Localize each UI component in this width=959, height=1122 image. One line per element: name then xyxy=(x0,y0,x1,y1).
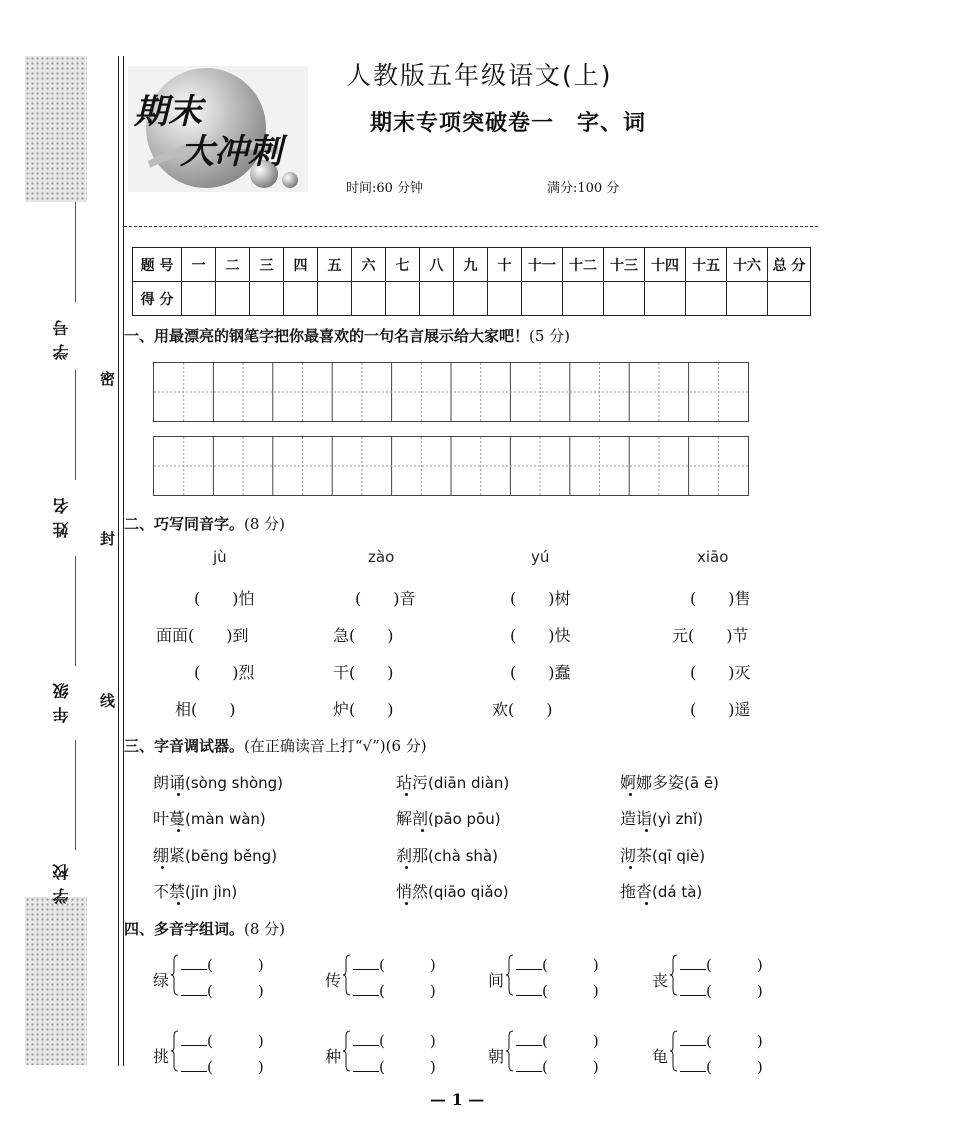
logo-text-1: 期末 xyxy=(134,92,202,132)
score-cell[interactable] xyxy=(284,282,318,316)
score-cell[interactable] xyxy=(216,282,250,316)
emphasis-dot xyxy=(161,866,164,869)
col-11: 十一 xyxy=(522,248,563,282)
seal-word-xian: 线 xyxy=(100,692,116,710)
s3-option[interactable]: 刹那(chà shà) xyxy=(396,846,498,865)
s2-item[interactable]: 炉( ) xyxy=(333,700,394,719)
brace-icon xyxy=(343,1030,351,1072)
binding-line-inner xyxy=(123,56,124,1066)
score-cell[interactable] xyxy=(352,282,386,316)
emphasis-dot xyxy=(629,866,632,869)
s3-option[interactable]: 朗诵(sòng shòng) xyxy=(153,773,284,792)
emphasis-dot xyxy=(405,793,408,796)
score-cell[interactable] xyxy=(686,282,727,316)
page-subtitle: 期末专项突破卷一 字、词 xyxy=(370,110,647,136)
s2-item[interactable]: ( )烈 xyxy=(194,663,255,682)
section-3-note: (在正确读音上打“√”) xyxy=(244,737,386,755)
s3-option[interactable]: 绷紧(bēng běng) xyxy=(153,846,278,865)
col-3: 三 xyxy=(250,248,284,282)
emphasis-dot xyxy=(177,902,180,905)
brace-icon xyxy=(171,1030,179,1072)
score-cell[interactable] xyxy=(645,282,686,316)
section-2-heading xyxy=(124,513,285,534)
score-cell[interactable] xyxy=(522,282,563,316)
brace-icon xyxy=(670,954,678,996)
page-title: 人教版五年级语文(上) xyxy=(346,61,613,90)
score-label: 满分:100 分 xyxy=(547,181,620,196)
s3-option[interactable]: 婀娜多姿(ā ē) xyxy=(620,773,719,792)
s3-option[interactable]: 拖沓(dá tà) xyxy=(620,882,703,901)
brace-icon xyxy=(343,954,351,996)
row-label: 得 分 xyxy=(133,282,182,316)
section-1-points: (5 分) xyxy=(529,327,571,345)
col-5: 五 xyxy=(318,248,352,282)
row-label: 题 号 xyxy=(133,248,182,282)
s2-item[interactable]: 急( ) xyxy=(333,626,394,645)
margin-pattern-bottom xyxy=(25,897,87,1065)
s2-item[interactable]: 欢( ) xyxy=(492,700,553,719)
binding-line-outer xyxy=(118,56,119,1066)
section-3-points: (6 分) xyxy=(385,737,427,755)
s3-option[interactable]: 叶蔓(màn wàn) xyxy=(153,809,266,828)
score-cell[interactable] xyxy=(727,282,768,316)
col-10: 十 xyxy=(488,248,522,282)
s2-item[interactable]: ( )遥 xyxy=(690,700,751,719)
col-14: 十四 xyxy=(645,248,686,282)
section-4-points: (8 分) xyxy=(244,920,286,938)
s2-item[interactable]: 面面( )到 xyxy=(156,626,249,645)
score-cell[interactable] xyxy=(386,282,420,316)
section-3-heading xyxy=(124,735,427,756)
section-2-title: 二、巧写同音字。 xyxy=(124,515,245,533)
brace-icon xyxy=(506,954,514,996)
field-name: 姓名 xyxy=(52,490,71,538)
score-cell[interactable] xyxy=(768,282,811,316)
pinyin-xiao: xiāo xyxy=(697,548,729,566)
col-total: 总 分 xyxy=(768,248,811,282)
emphasis-dot xyxy=(177,793,180,796)
pinyin-zao: zào xyxy=(368,548,395,566)
score-cell[interactable] xyxy=(488,282,522,316)
score-cell[interactable] xyxy=(563,282,604,316)
writing-grid-2[interactable] xyxy=(153,436,749,496)
divider-dotted xyxy=(124,226,818,227)
col-12: 十二 xyxy=(563,248,604,282)
emphasis-dot xyxy=(645,829,648,832)
s2-item[interactable]: ( )快 xyxy=(510,626,571,645)
brace-icon xyxy=(670,1030,678,1072)
seal-word-mi: 密 xyxy=(100,370,116,388)
section-4-title: 四、多音字组词。 xyxy=(124,920,245,938)
col-2: 二 xyxy=(216,248,250,282)
time-label: 时间:60 分钟 xyxy=(346,181,424,196)
section-2-points: (8 分) xyxy=(244,515,286,533)
score-table xyxy=(132,247,811,316)
score-cell[interactable] xyxy=(454,282,488,316)
s3-option[interactable]: 解剖(pāo pōu) xyxy=(396,809,501,828)
section-3-title: 三、字音调试器。 xyxy=(124,737,245,755)
s3-option[interactable]: 不禁(jīn jìn) xyxy=(153,882,238,901)
emphasis-dot xyxy=(405,902,408,905)
col-8: 八 xyxy=(420,248,454,282)
field-line-3 xyxy=(75,556,76,666)
brace-icon xyxy=(506,1030,514,1072)
s2-item[interactable]: ( )怕 xyxy=(194,589,255,608)
score-table-header-row xyxy=(133,248,811,282)
emphasis-dot xyxy=(405,866,408,869)
col-9: 九 xyxy=(454,248,488,282)
s3-option[interactable]: 造诣(yì zhǐ) xyxy=(620,809,704,828)
s3-option[interactable]: 沏茶(qī qiè) xyxy=(620,846,706,865)
field-school: 学校 xyxy=(52,856,71,904)
emphasis-dot xyxy=(177,829,180,832)
emphasis-dot xyxy=(629,793,632,796)
score-cell[interactable] xyxy=(250,282,284,316)
section-1-title: 一、用最漂亮的钢笔字把你最喜欢的一句名言展示给大家吧！ xyxy=(124,327,530,345)
field-line-2 xyxy=(75,370,76,480)
field-grade: 年级 xyxy=(52,675,71,723)
col-4: 四 xyxy=(284,248,318,282)
col-16: 十六 xyxy=(727,248,768,282)
col-6: 六 xyxy=(352,248,386,282)
score-cell[interactable] xyxy=(604,282,645,316)
section-4-heading xyxy=(124,918,285,939)
s3-option[interactable]: 玷污(diān diàn) xyxy=(396,773,510,792)
s2-item[interactable]: ( )音 xyxy=(355,589,416,608)
pinyin-yu: yú xyxy=(531,548,550,566)
s2-item[interactable]: 干( ) xyxy=(333,663,394,682)
col-15: 十五 xyxy=(686,248,727,282)
page-number: — 1 — xyxy=(430,1090,485,1109)
score-cell[interactable] xyxy=(318,282,352,316)
emphasis-dot xyxy=(421,829,424,832)
score-cell[interactable] xyxy=(182,282,216,316)
col-7: 七 xyxy=(386,248,420,282)
col-13: 十三 xyxy=(604,248,645,282)
field-student-no: 学号 xyxy=(52,312,71,360)
section-1-heading xyxy=(124,325,570,346)
col-1: 一 xyxy=(182,248,216,282)
field-line-1 xyxy=(75,202,76,302)
margin-pattern-top xyxy=(25,56,87,202)
s2-item[interactable]: 相( ) xyxy=(175,700,236,719)
s2-item[interactable]: ( )灭 xyxy=(690,663,751,682)
seal-word-feng: 封 xyxy=(100,530,116,548)
brace-icon xyxy=(171,954,179,996)
score-cell[interactable] xyxy=(420,282,454,316)
logo xyxy=(128,66,308,192)
field-line-4 xyxy=(75,740,76,850)
s2-item[interactable]: 元( )节 xyxy=(672,626,749,645)
s2-item[interactable]: ( )树 xyxy=(510,589,571,608)
writing-grid-1[interactable] xyxy=(153,362,749,422)
pinyin-ju: jù xyxy=(213,548,227,566)
emphasis-dot xyxy=(645,902,648,905)
score-table-score-row xyxy=(133,282,811,316)
s2-item[interactable]: ( )售 xyxy=(690,589,751,608)
s3-option[interactable]: 悄然(qiāo qiǎo) xyxy=(396,882,509,901)
logo-text-2: 大冲刺 xyxy=(180,132,282,172)
s2-item[interactable]: ( )蠢 xyxy=(510,663,571,682)
